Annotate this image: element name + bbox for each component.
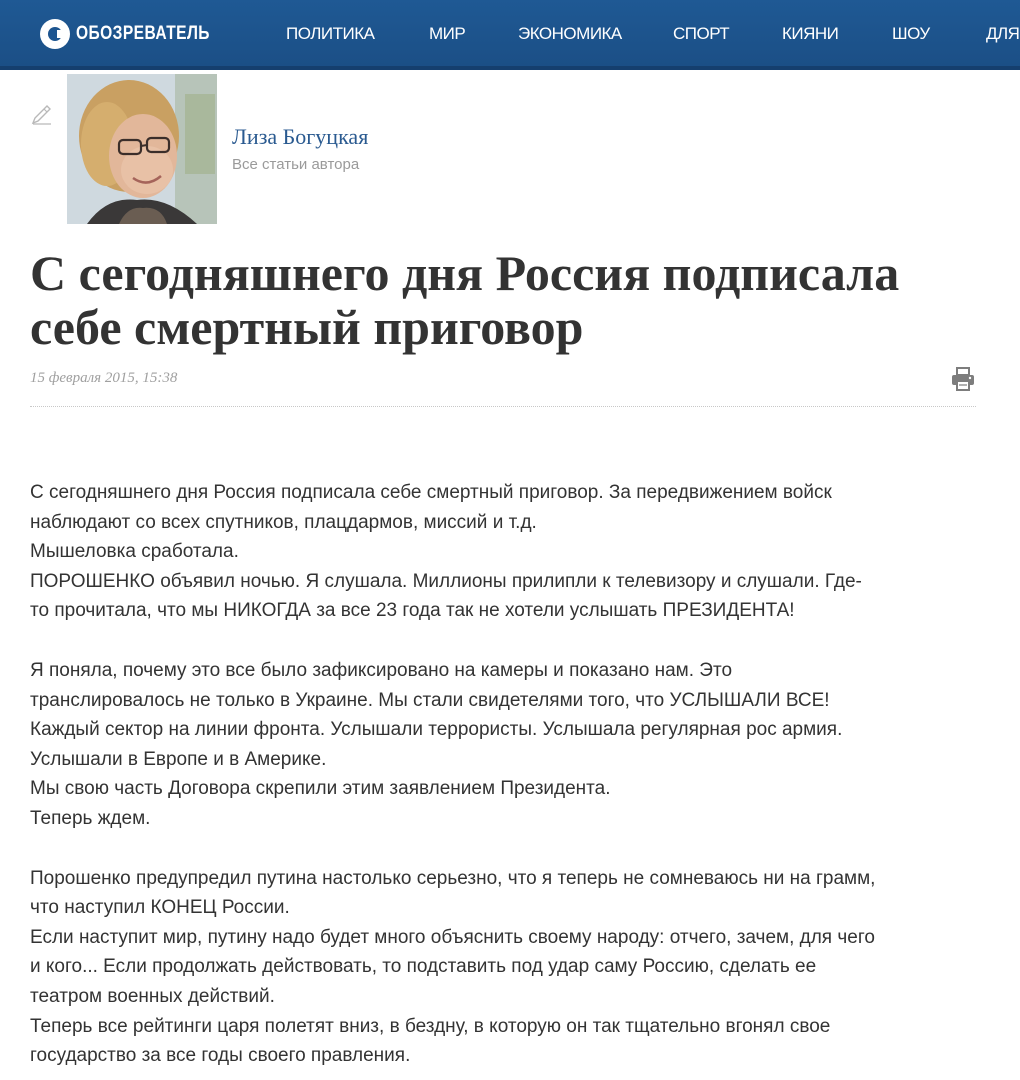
nav-item-kyiv[interactable]: КИЯНИ — [782, 24, 839, 43]
text-line: Услышали в Европе и в Америке. — [30, 748, 327, 770]
text-line: то прочитала, что мы НИКОГДА за все 23 года так не хотели услышать ПРЕЗИДЕНТА! — [30, 600, 795, 622]
article-paragraph — [30, 864, 980, 1071]
text-line: и кого... Если продолжать действовать, то подставить под удар саму Россию, сделать ее — [30, 956, 817, 978]
nav-item-for[interactable]: ДЛЯ — [986, 24, 1020, 43]
text-line: Мы свою часть Договора скрепили этим заявлением Президента. — [30, 778, 611, 800]
article-title: С сегодняшнего дня Россия подписала себе смертный приговор — [30, 245, 900, 355]
article-paragraph — [30, 656, 980, 834]
text-line: что наступил КОНЕЦ России. — [30, 897, 290, 919]
title-divider — [30, 406, 976, 407]
text-line: Каждый сектор на линии фронта. Услышали террористы. Услышала регулярная рос армия. — [30, 719, 843, 741]
nav-item-sport[interactable]: СПОРТ — [673, 24, 730, 43]
author-photo[interactable] — [67, 74, 217, 224]
nav-item-world[interactable]: МИР — [429, 24, 466, 43]
text-line: государство за все годы своего правления. — [30, 1045, 411, 1067]
top-navigation-bar — [0, 0, 1020, 70]
nav-item-politics[interactable]: ПОЛИТИКА — [286, 24, 375, 43]
author-name-link[interactable]: Лиза Богуцкая — [232, 124, 369, 149]
nav-item-show[interactable]: ШОУ — [892, 24, 930, 43]
text-line: Я поняла, почему это все было зафиксировано на камеры и показано нам. Это — [30, 659, 733, 681]
text-line: Мышеловка сработала. — [30, 541, 239, 563]
text-line: Теперь все рейтинги царя полетят вниз, в бездну, в которую он так тщательно вгонял свое — [30, 1015, 831, 1037]
article-body — [30, 478, 980, 1080]
text-line: Теперь ждем. — [30, 807, 151, 829]
article-paragraph — [30, 478, 980, 626]
main-nav — [0, 0, 1020, 66]
pen-icon — [30, 103, 54, 127]
text-line: транслировалось не только в Украине. Мы стали свидетелями того, что УСЛЫШАЛИ ВСЕ! — [30, 689, 830, 711]
print-icon[interactable] — [950, 366, 976, 392]
text-line: ПОРОШЕНКО объявил ночью. Я слушала. Миллионы прилипли к телевизору и слушали. Где- — [30, 570, 862, 592]
text-line: Если наступит мир, путину надо будет много объяснить своему народу: отчего, зачем, для чего — [30, 926, 875, 948]
text-line: С сегодняшнего дня Россия подписала себе смертный приговор. За передвижением войск — [30, 482, 832, 503]
article-date: 15 февраля 2015, 15:38 — [30, 370, 178, 386]
text-line: наблюдают со всех спутников, плацдармов, миссий и т.д. — [30, 511, 537, 533]
text-line: театром военных действий. — [30, 985, 275, 1007]
text-line: Порошенко предупредил путина настолько серьезно, что я теперь не сомневаюсь ни на грамм, — [30, 867, 876, 889]
nav-item-economy[interactable]: ЭКОНОМИКА — [518, 24, 622, 43]
all-author-articles-link[interactable]: Все статьи автора — [232, 156, 360, 173]
logo-text: ОБОЗРЕВАТЕЛЬ — [76, 23, 210, 44]
